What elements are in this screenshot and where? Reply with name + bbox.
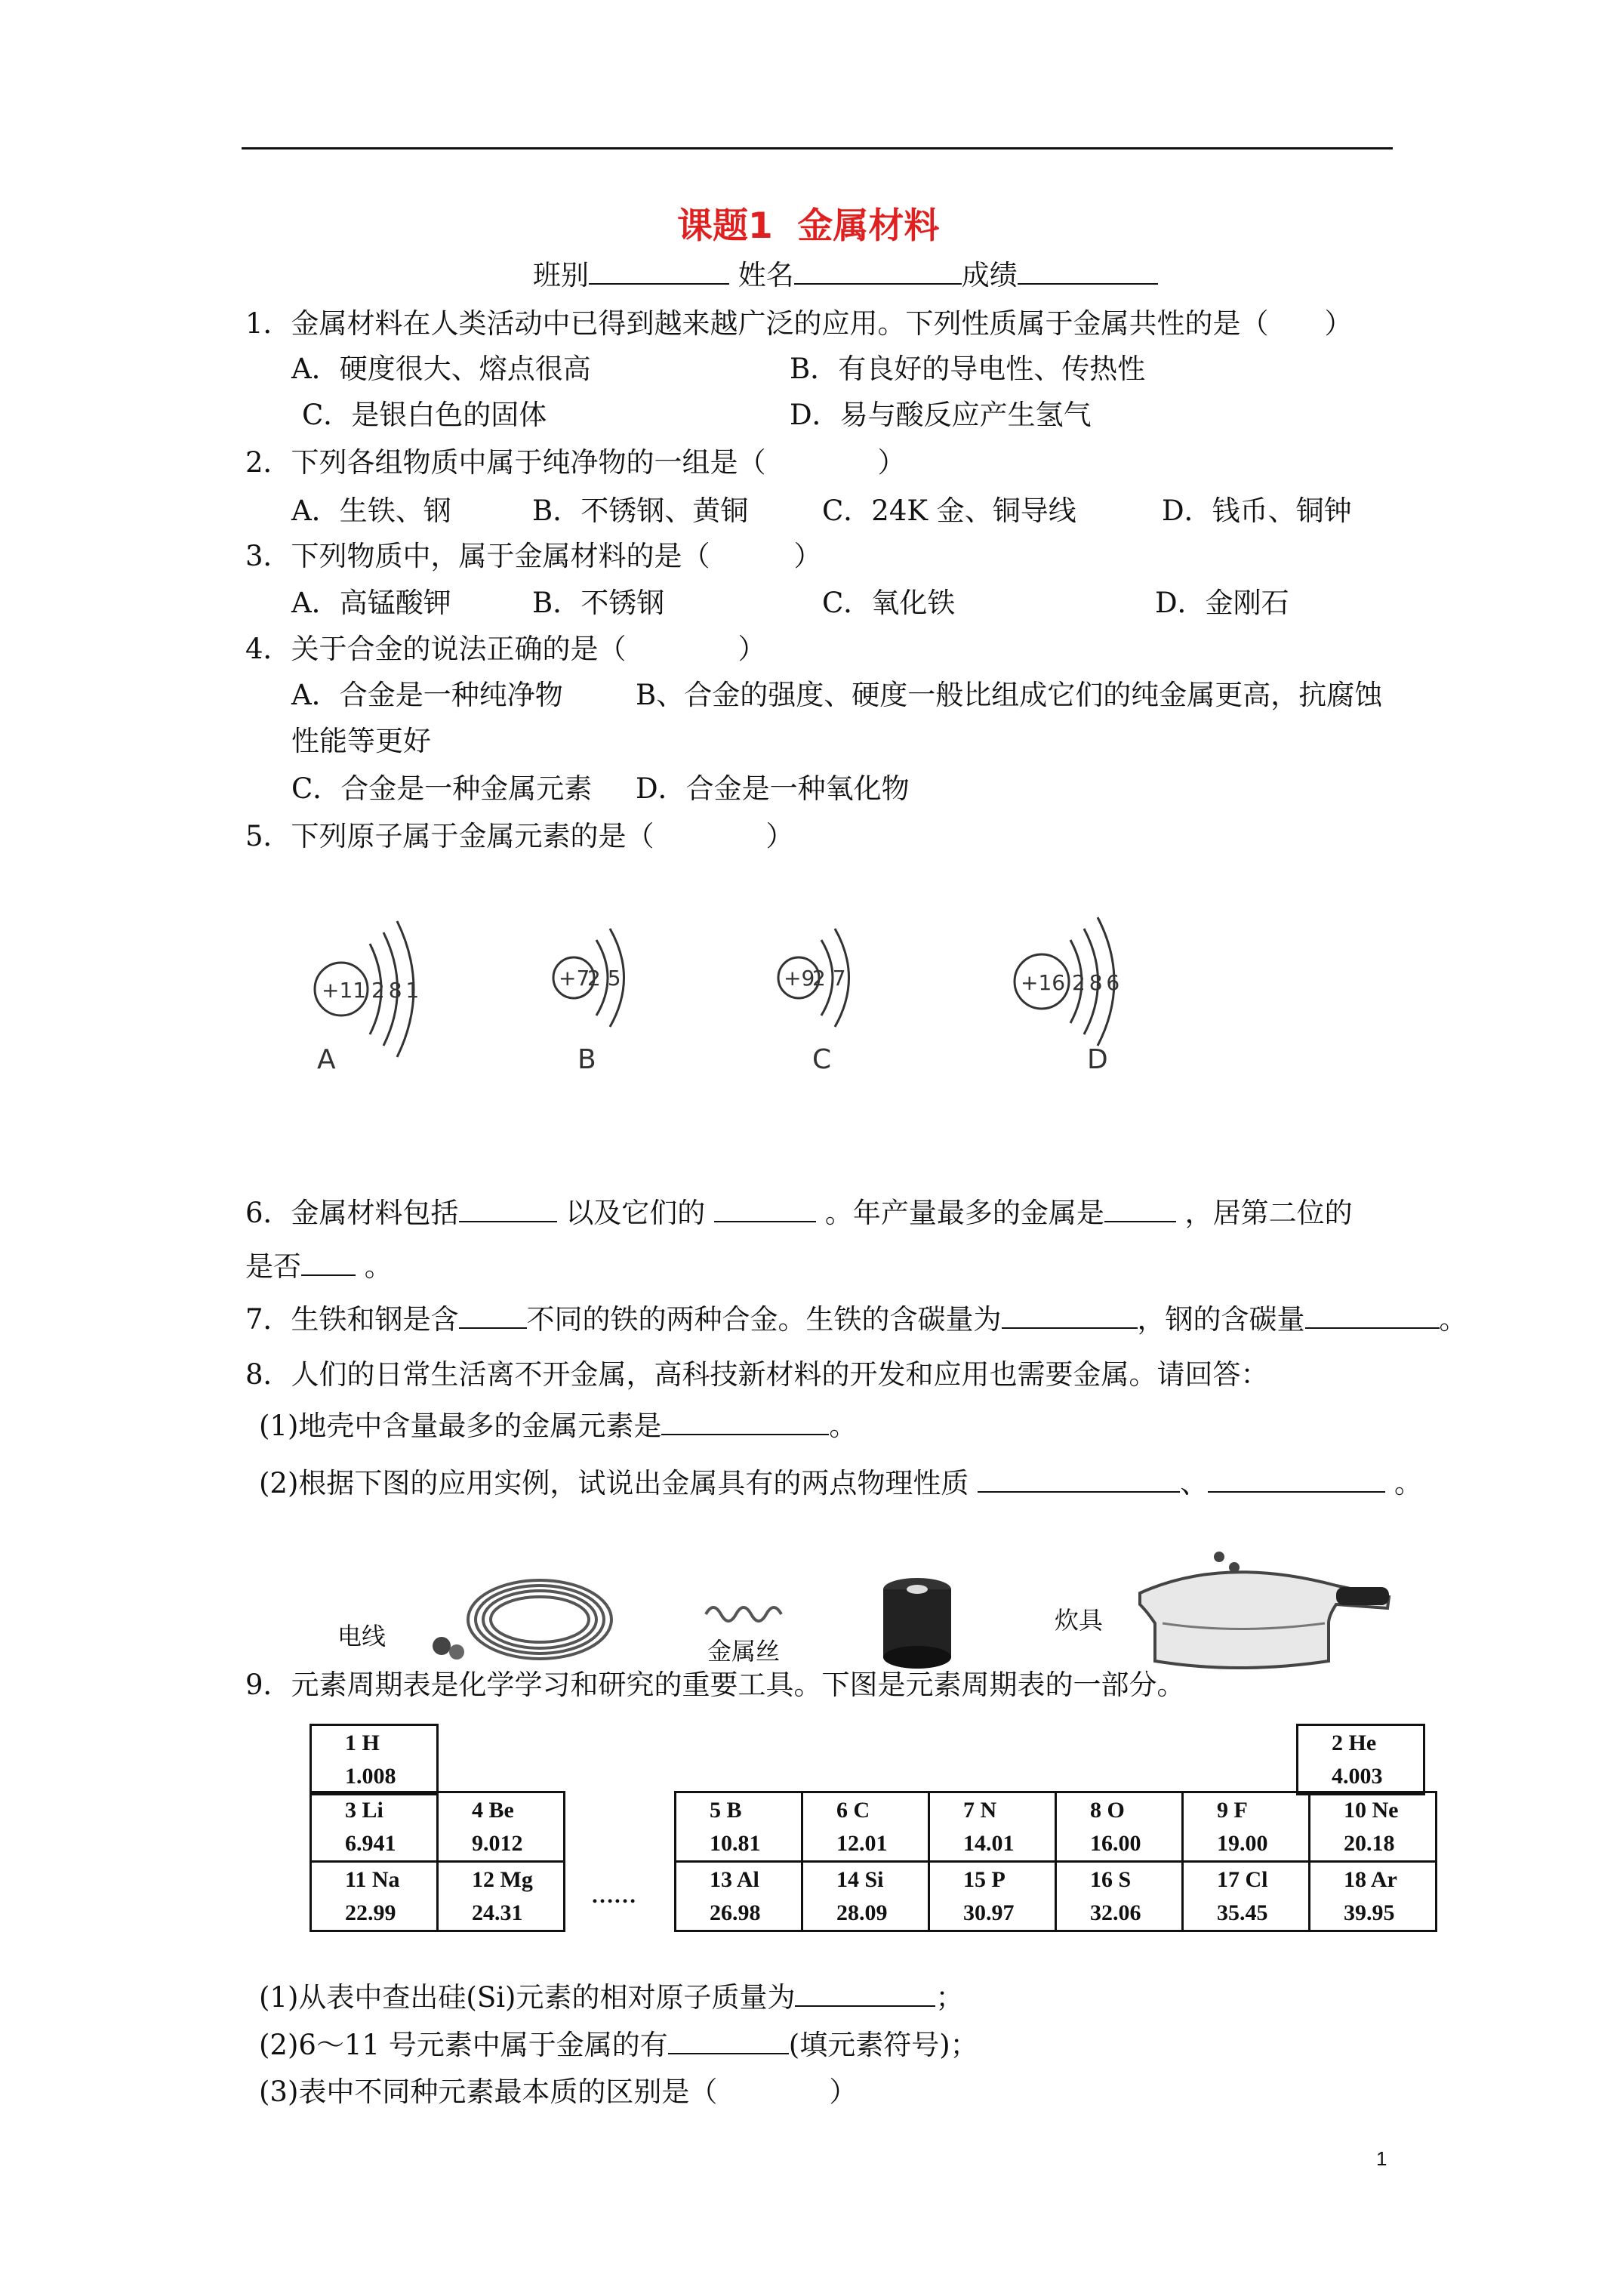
- wire-coil-image: [423, 1570, 619, 1669]
- atom-a-electrons: 2 8 1: [371, 978, 418, 1003]
- element-al[interactable]: 13 Al 26.98: [676, 1862, 802, 1931]
- name-field[interactable]: [794, 257, 962, 285]
- q6-line2: 是否 。: [245, 1250, 393, 1283]
- element-h[interactable]: 1 H 1.008: [311, 1725, 438, 1795]
- periodic-table-row1-right: [1296, 1724, 1425, 1795]
- q1-stem: 1．金属材料在人类活动中已得到越来越广泛的应用。下列性质属于金属共性的是（ ）: [245, 307, 1353, 340]
- q2-option-a[interactable]: A．生铁、钢: [291, 495, 451, 527]
- periodic-table-row1-left: [310, 1724, 439, 1795]
- q2-option-d[interactable]: D．钱币、铜钟: [1162, 495, 1352, 527]
- q5-stem: 5．下列原子属于金属元素的是（ ）: [245, 820, 794, 852]
- q3-stem: 3．下列物质中，属于金属材料的是（ ）: [245, 540, 822, 572]
- q1-option-b[interactable]: B．有良好的导电性、传热性: [790, 353, 1146, 385]
- element-b[interactable]: 5 B 10.81: [676, 1792, 802, 1862]
- q8-sub1: (1)地壳中含量最多的金属元素是 。: [259, 1410, 858, 1442]
- q3-option-d[interactable]: D．金刚石: [1155, 587, 1289, 619]
- student-info-row: [533, 257, 1158, 294]
- atom-b-label: B: [577, 1044, 596, 1075]
- class-label: 班别: [533, 259, 589, 291]
- atom-c[interactable]: [778, 929, 849, 1075]
- name-label: 姓名: [738, 259, 794, 291]
- q4-option-a[interactable]: A．合金是一种纯净物: [291, 679, 563, 711]
- top-rule: [242, 147, 1393, 149]
- q7-blank-3[interactable]: [1305, 1302, 1440, 1329]
- score-field[interactable]: [1018, 257, 1158, 285]
- q6-blank-2[interactable]: [714, 1195, 816, 1222]
- q6-blank-1[interactable]: [459, 1195, 557, 1222]
- q7-blank-1[interactable]: [459, 1302, 527, 1329]
- q9-sub1: (1)从表中查出硅(Si)元素的相对原子质量为 ；: [259, 1981, 964, 2014]
- q9-blank-2[interactable]: [668, 2027, 789, 2054]
- element-he[interactable]: 2 He 4.003: [1298, 1725, 1424, 1795]
- q1-option-c[interactable]: C．是银白色的固体: [302, 399, 547, 431]
- photo-label-cookware: 炊具: [1055, 1606, 1104, 1635]
- element-be[interactable]: 4 Be 9.012: [438, 1792, 565, 1862]
- element-ar[interactable]: 18 Ar 39.95: [1310, 1862, 1437, 1931]
- atom-b-electrons: 2 5: [587, 966, 621, 991]
- q4-option-c[interactable]: C．合金是一种金属元素: [291, 772, 593, 805]
- element-li[interactable]: 3 Li 6.941: [311, 1792, 438, 1862]
- atom-structure-diagrams: [287, 898, 1193, 1095]
- photo-label-metal-wire: 金属丝: [707, 1637, 781, 1666]
- q6-blank-4[interactable]: [301, 1249, 356, 1276]
- element-cl[interactable]: 17 Cl 35.45: [1183, 1862, 1310, 1931]
- element-o[interactable]: 8 O 16.00: [1056, 1792, 1183, 1862]
- q8-stem: 8．人们的日常生活离不开金属，高科技新材料的开发和应用也需要金属。请回答：: [245, 1358, 1269, 1391]
- q3-option-b[interactable]: B．不锈钢: [532, 587, 665, 619]
- element-ne[interactable]: 10 Ne 20.18: [1310, 1792, 1437, 1862]
- q4-option-b[interactable]: B、合金的强度、硬度一般比组成它们的纯金属更高，抗腐蚀: [636, 679, 1383, 711]
- periodic-table-right-block: [674, 1791, 1437, 1932]
- pressure-cooker-image: [1110, 1540, 1397, 1676]
- element-si[interactable]: 14 Si 28.09: [802, 1862, 929, 1931]
- q2-option-b[interactable]: B．不锈钢、黄铜: [532, 495, 749, 527]
- atom-b[interactable]: [553, 929, 624, 1075]
- q4-stem: 4．关于合金的说法正确的是（ ）: [245, 633, 766, 665]
- page-title: 课题1 金属材料: [677, 205, 940, 247]
- element-c[interactable]: 6 C 12.01: [802, 1792, 929, 1862]
- q9-sub2: (2)6～11 号元素中属于金属的有 (填元素符号)；: [259, 2029, 978, 2061]
- atom-d[interactable]: [1015, 917, 1119, 1075]
- q6-line1: 6．金属材料包括 以及它们的 。年产量最多的金属是 ，居第二位的: [245, 1197, 1353, 1229]
- atom-c-nucleus: +9: [784, 966, 815, 991]
- atom-c-electrons: 2 7: [812, 966, 846, 991]
- atom-d-label: D: [1087, 1044, 1108, 1075]
- element-na[interactable]: 11 Na 22.99: [311, 1862, 438, 1931]
- q1-option-d[interactable]: D．易与酸反应产生氢气: [790, 399, 1092, 431]
- q8-blank-3[interactable]: [1208, 1465, 1385, 1493]
- periodic-table-left-block: [310, 1791, 565, 1932]
- atom-d-nucleus: +16: [1021, 970, 1066, 995]
- q8-sub2: (2)根据下图的应用实例，试说出金属具有的两点物理性质 、 。: [259, 1467, 1422, 1499]
- photo-label-wire: 电线: [337, 1622, 387, 1650]
- q3-option-c[interactable]: C．氧化铁: [822, 587, 956, 619]
- atom-d-electrons: 2 8 6: [1072, 970, 1119, 995]
- element-p[interactable]: 15 P 30.97: [929, 1862, 1056, 1931]
- table-ellipsis: ……: [591, 1883, 636, 1908]
- q1-option-a[interactable]: A．硬度很大、熔点很高: [291, 353, 591, 385]
- element-f[interactable]: 9 F 19.00: [1183, 1792, 1310, 1862]
- q8-blank-2[interactable]: [978, 1465, 1180, 1493]
- q6-blank-3[interactable]: [1104, 1195, 1176, 1222]
- score-label: 成绩: [961, 259, 1018, 291]
- q8-blank-1[interactable]: [661, 1408, 829, 1435]
- q9-sub3: (3)表中不同种元素最本质的区别是（ ）: [259, 2076, 858, 2108]
- element-s[interactable]: 16 S 32.06: [1056, 1862, 1183, 1931]
- element-mg[interactable]: 12 Mg 24.31: [438, 1862, 565, 1931]
- q2-stem: 2．下列各组物质中属于纯净物的一组是（ ）: [245, 446, 906, 479]
- q7-line: 7．生铁和钢是含 不同的铁的两种合金。生铁的含碳量为 ，钢的含碳量 。: [245, 1303, 1467, 1336]
- atom-b-nucleus: +7: [559, 966, 590, 991]
- atom-a-label: A: [317, 1044, 336, 1075]
- q4-option-d[interactable]: D．合金是一种氧化物: [636, 772, 910, 805]
- q9-stem: 9．元素周期表是化学学习和研究的重要工具。下图是元素周期表的一部分。: [245, 1669, 1185, 1701]
- q2-option-c[interactable]: C．24K 金、铜导线: [822, 495, 1076, 527]
- atom-a-nucleus: +11: [322, 978, 367, 1003]
- q7-blank-2[interactable]: [1002, 1302, 1138, 1329]
- q3-option-a[interactable]: A．高锰酸钾: [291, 587, 451, 619]
- page-number: 1: [1376, 2147, 1387, 2170]
- q9-blank-1[interactable]: [795, 1980, 935, 2007]
- q4-option-b-cont: 性能等更好: [291, 725, 431, 757]
- metal-wire-image: [702, 1599, 793, 1629]
- atom-a[interactable]: [315, 921, 417, 1075]
- atom-c-label: C: [812, 1044, 832, 1075]
- wire-spool-image: [876, 1574, 959, 1672]
- class-field[interactable]: [589, 257, 729, 285]
- element-n[interactable]: 7 N 14.01: [929, 1792, 1056, 1862]
